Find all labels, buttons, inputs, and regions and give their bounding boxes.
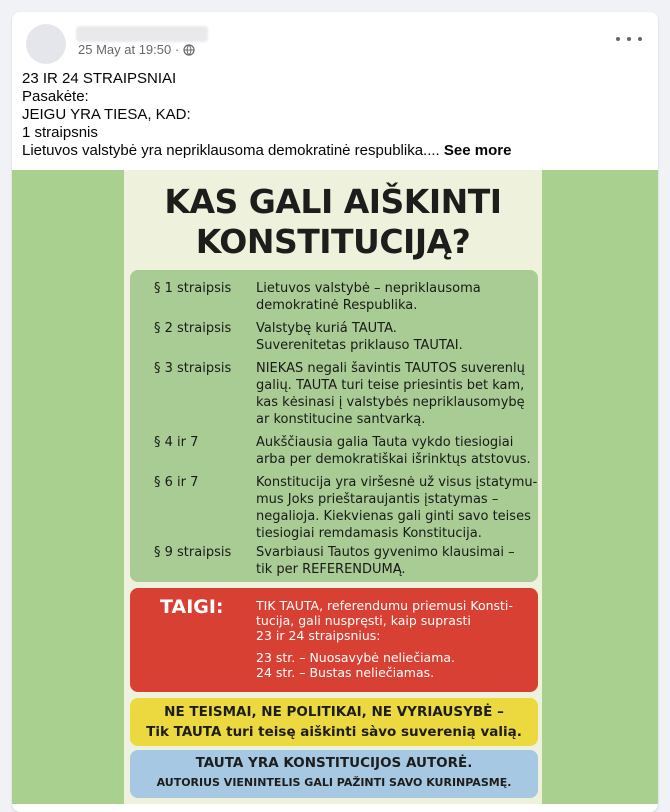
article-text	[256, 360, 532, 428]
article-label: § 3 straipsis	[154, 361, 232, 376]
yellow-line: Tik TAUTA turi teisę aiškinti sàvo suverenią valią.	[146, 724, 522, 740]
conclusion-line: 23 ir 24 straipsnius:	[256, 628, 381, 643]
post-text-line: 1 straipsnis	[22, 124, 98, 141]
article-line: tiesiogiai remdamasis Konstitucija.	[256, 526, 482, 541]
post-meta	[78, 42, 195, 57]
article-line: Svarbiausi Tautos gyvenimo klausimai –	[256, 545, 515, 560]
article-text	[256, 320, 532, 354]
post-image[interactable]	[12, 170, 658, 804]
post-text-line: Lietuvos valstybė yra nepriklausoma demokratinė respublika....	[22, 142, 440, 159]
article-label: § 1 straipsis	[154, 281, 232, 296]
yellow-statement-box	[130, 698, 538, 746]
poster-title-line: KAS GALI AIŠKINTI	[164, 182, 502, 221]
article-line: galių. TAUTA turi teise priesintis bet kam,	[256, 378, 525, 393]
article-text	[256, 280, 532, 314]
see-more-link[interactable]: See more	[443, 142, 512, 159]
post-text	[22, 70, 642, 160]
blue-line: AUTORIUS VIENINTELIS GALI PAŽINTI SAVO KURINPASMĘ.	[156, 776, 512, 789]
more-options-icon[interactable]	[616, 32, 642, 46]
author-name-blurred[interactable]	[76, 26, 208, 42]
globe-icon	[183, 44, 195, 56]
article-line: demokratinė Respublika.	[256, 298, 418, 313]
article-line: Valstybę kuriá TAUTA.	[256, 321, 397, 336]
conclusion-item: 24 str. – Bustas neliečiamas.	[256, 665, 435, 680]
article-line: Lietuvos valstybė – nepriklausoma	[256, 281, 481, 296]
blue-statement-box	[130, 750, 538, 798]
article-line: Aukščiausia galia Tauta vykdo tiesiogiai	[256, 435, 514, 450]
post-text-line-last	[22, 142, 642, 160]
conclusion-item: 23 str. – Nuosavybė neliečiama.	[256, 650, 456, 665]
article-text	[256, 434, 532, 468]
blue-line: TAUTA YRA KONSTITUCIJOS AUTORĖ.	[195, 755, 473, 771]
article-line: negalioja. Kiekvienas gali ginti savo teises	[256, 509, 531, 524]
article-text	[256, 474, 538, 542]
avatar[interactable]	[26, 24, 66, 64]
poster	[124, 170, 542, 804]
article-line: arba per demokratiškai išrinktųs atstovus.	[256, 452, 531, 467]
article-label: § 6 ir 7	[154, 475, 199, 490]
article-label: § 2 straipsis	[154, 321, 232, 336]
conclusion-title: TAIGI:	[160, 596, 224, 618]
post-text-line: Pasakėte:	[22, 88, 89, 105]
article-line: mus Joks prieštaraujantis įstatymas –	[256, 492, 499, 507]
article-label: § 9 straipsis	[154, 545, 232, 560]
article-line: kas kėsinasi į valstybės nepriklausomybę	[256, 395, 525, 410]
article-line: Konstitucija yra viršesnė už visus įstatymu-	[256, 475, 538, 490]
article-line: ar konstitucine santvarką.	[256, 412, 426, 427]
yellow-line: NE TEISMAI, NE POLITIKAI, NE VYRIAUSYBĖ –	[164, 704, 504, 720]
post-text-line: JEIGU YRA TIESA, KAD:	[22, 106, 191, 123]
conclusion-line: tucija, gali nuspręsti, kaip suprasti	[256, 613, 471, 628]
poster-title	[124, 182, 542, 262]
post-card	[12, 12, 658, 812]
article-line: Suverenitetas priklauso TAUTAI.	[256, 338, 463, 353]
post-text-line: 23 IR 24 STRAIPSNIAI	[22, 70, 177, 87]
poster-title-line: KONSTITUCIJĄ?	[195, 222, 471, 261]
conclusion-line: TIK TAUTA, referendumu priemusi Konsti-	[256, 598, 513, 613]
article-label: § 4 ir 7	[154, 435, 199, 450]
article-line: NIEKAS negali šavintis TAUTOS suverenlų	[256, 361, 525, 376]
post-timestamp[interactable]: 25 May at 19:50 ·	[78, 42, 180, 57]
article-text	[256, 544, 532, 578]
conclusion-box	[130, 588, 538, 692]
article-line: tik per REFERENDUMĄ.	[256, 562, 406, 577]
articles-box	[130, 270, 538, 582]
conclusion-text	[256, 598, 532, 680]
